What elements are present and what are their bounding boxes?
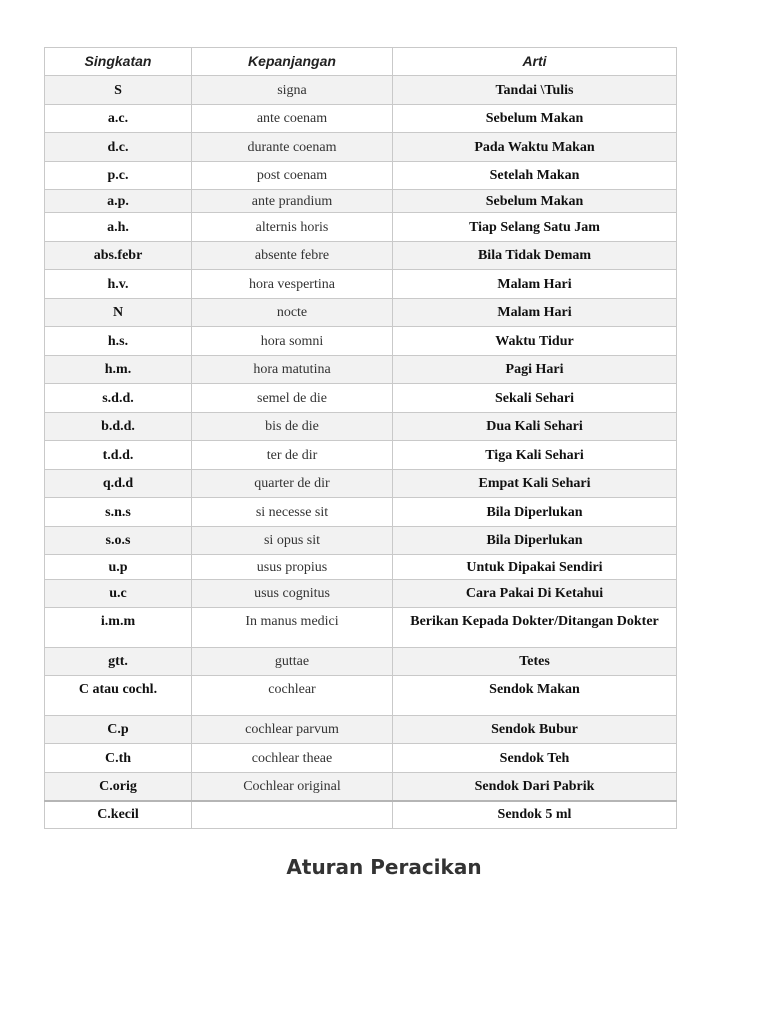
table-row bbox=[45, 801, 677, 829]
abbreviation-table bbox=[44, 47, 677, 829]
abbreviation-cell: a.h. bbox=[45, 213, 192, 242]
expansion-cell: semel de die bbox=[192, 384, 393, 413]
expansion-cell: quarter de dir bbox=[192, 470, 393, 498]
meaning-cell: Sendok Bubur bbox=[393, 716, 677, 744]
expansion-cell: si necesse sit bbox=[192, 498, 393, 527]
table-row bbox=[45, 384, 677, 413]
meaning-cell: Dua Kali Sehari bbox=[393, 413, 677, 441]
expansion-cell: nocte bbox=[192, 299, 393, 327]
meaning-cell: Empat Kali Sehari bbox=[393, 470, 677, 498]
expansion-cell: hora matutina bbox=[192, 356, 393, 384]
table-row bbox=[45, 299, 677, 327]
table-row bbox=[45, 413, 677, 441]
meaning-cell: Berikan Kepada Dokter/Ditangan Dokter bbox=[393, 608, 677, 648]
expansion-cell: hora vespertina bbox=[192, 270, 393, 299]
meaning-cell: Setelah Makan bbox=[393, 162, 677, 190]
table-row bbox=[45, 190, 677, 213]
table-row bbox=[45, 676, 677, 716]
abbreviation-cell: q.d.d bbox=[45, 470, 192, 498]
expansion-cell: ter de dir bbox=[192, 441, 393, 470]
meaning-cell: Sendok 5 ml bbox=[393, 801, 677, 829]
table-row bbox=[45, 356, 677, 384]
meaning-cell: Tandai \Tulis bbox=[393, 76, 677, 105]
abbreviation-cell: C atau cochl. bbox=[45, 676, 192, 716]
table-row bbox=[45, 744, 677, 773]
expansion-cell: ante prandium bbox=[192, 190, 393, 213]
abbreviation-cell: a.c. bbox=[45, 105, 192, 133]
abbreviation-cell: S bbox=[45, 76, 192, 105]
expansion-cell: signa bbox=[192, 76, 393, 105]
expansion-cell bbox=[192, 801, 393, 829]
meaning-cell: Sendok Makan bbox=[393, 676, 677, 716]
meaning-cell: Waktu Tidur bbox=[393, 327, 677, 356]
abbreviation-cell: u.p bbox=[45, 555, 192, 580]
abbreviation-cell: i.m.m bbox=[45, 608, 192, 648]
expansion-cell: absente febre bbox=[192, 242, 393, 270]
abbreviation-cell: C.th bbox=[45, 744, 192, 773]
expansion-cell: bis de die bbox=[192, 413, 393, 441]
abbreviation-cell: abs.febr bbox=[45, 242, 192, 270]
table-row bbox=[45, 133, 677, 162]
meaning-cell: Malam Hari bbox=[393, 299, 677, 327]
meaning-cell: Sebelum Makan bbox=[393, 105, 677, 133]
table-row bbox=[45, 555, 677, 580]
meaning-cell: Malam Hari bbox=[393, 270, 677, 299]
abbreviation-cell: t.d.d. bbox=[45, 441, 192, 470]
header-abbreviation: Singkatan bbox=[45, 48, 192, 76]
meaning-cell: Cara Pakai Di Ketahui bbox=[393, 580, 677, 608]
table-row bbox=[45, 76, 677, 105]
expansion-cell: guttae bbox=[192, 648, 393, 676]
expansion-cell: cochlear theae bbox=[192, 744, 393, 773]
expansion-cell: Cochlear original bbox=[192, 773, 393, 801]
meaning-cell: Pagi Hari bbox=[393, 356, 677, 384]
meaning-cell: Tiap Selang Satu Jam bbox=[393, 213, 677, 242]
abbreviation-cell: u.c bbox=[45, 580, 192, 608]
meaning-cell: Bila Tidak Demam bbox=[393, 242, 677, 270]
expansion-cell: usus propius bbox=[192, 555, 393, 580]
meaning-cell: Tetes bbox=[393, 648, 677, 676]
table-row bbox=[45, 716, 677, 744]
table-row bbox=[45, 498, 677, 527]
abbreviation-cell: a.p. bbox=[45, 190, 192, 213]
table-row bbox=[45, 327, 677, 356]
meaning-cell: Sendok Teh bbox=[393, 744, 677, 773]
expansion-cell: ante coenam bbox=[192, 105, 393, 133]
table-row bbox=[45, 608, 677, 648]
abbreviation-cell: p.c. bbox=[45, 162, 192, 190]
abbreviation-cell: C.kecil bbox=[45, 801, 192, 829]
meaning-cell: Bila Diperlukan bbox=[393, 498, 677, 527]
expansion-cell: cochlear parvum bbox=[192, 716, 393, 744]
abbreviation-cell: h.v. bbox=[45, 270, 192, 299]
table-header-row bbox=[45, 48, 677, 76]
table-row bbox=[45, 242, 677, 270]
meaning-cell: Pada Waktu Makan bbox=[393, 133, 677, 162]
abbreviation-cell: h.s. bbox=[45, 327, 192, 356]
expansion-cell: usus cognitus bbox=[192, 580, 393, 608]
expansion-cell: post coenam bbox=[192, 162, 393, 190]
abbreviation-cell: s.n.s bbox=[45, 498, 192, 527]
abbreviation-cell: s.d.d. bbox=[45, 384, 192, 413]
meaning-cell: Bila Diperlukan bbox=[393, 527, 677, 555]
table-row bbox=[45, 270, 677, 299]
table-row bbox=[45, 441, 677, 470]
table-row bbox=[45, 527, 677, 555]
meaning-cell: Sebelum Makan bbox=[393, 190, 677, 213]
meaning-cell: Sekali Sehari bbox=[393, 384, 677, 413]
expansion-cell: In manus medici bbox=[192, 608, 393, 648]
table-row bbox=[45, 105, 677, 133]
section-title: Aturan Peracikan bbox=[286, 855, 482, 879]
abbreviation-cell: N bbox=[45, 299, 192, 327]
abbreviation-cell: C.orig bbox=[45, 773, 192, 801]
expansion-cell: hora somni bbox=[192, 327, 393, 356]
abbreviation-cell: d.c. bbox=[45, 133, 192, 162]
abbreviation-cell: b.d.d. bbox=[45, 413, 192, 441]
abbreviation-cell: C.p bbox=[45, 716, 192, 744]
table-row bbox=[45, 470, 677, 498]
expansion-cell: durante coenam bbox=[192, 133, 393, 162]
table-row bbox=[45, 580, 677, 608]
abbreviation-cell: gtt. bbox=[45, 648, 192, 676]
expansion-cell: cochlear bbox=[192, 676, 393, 716]
meaning-cell: Sendok Dari Pabrik bbox=[393, 773, 677, 801]
table-row bbox=[45, 162, 677, 190]
abbreviation-cell: s.o.s bbox=[45, 527, 192, 555]
expansion-cell: alternis horis bbox=[192, 213, 393, 242]
meaning-cell: Untuk Dipakai Sendiri bbox=[393, 555, 677, 580]
table-row bbox=[45, 773, 677, 801]
meaning-cell: Tiga Kali Sehari bbox=[393, 441, 677, 470]
header-meaning: Arti bbox=[393, 48, 677, 76]
table-body bbox=[45, 76, 677, 829]
expansion-cell: si opus sit bbox=[192, 527, 393, 555]
abbreviation-cell: h.m. bbox=[45, 356, 192, 384]
header-expansion: Kepanjangan bbox=[192, 48, 393, 76]
table-row bbox=[45, 213, 677, 242]
table-row bbox=[45, 648, 677, 676]
